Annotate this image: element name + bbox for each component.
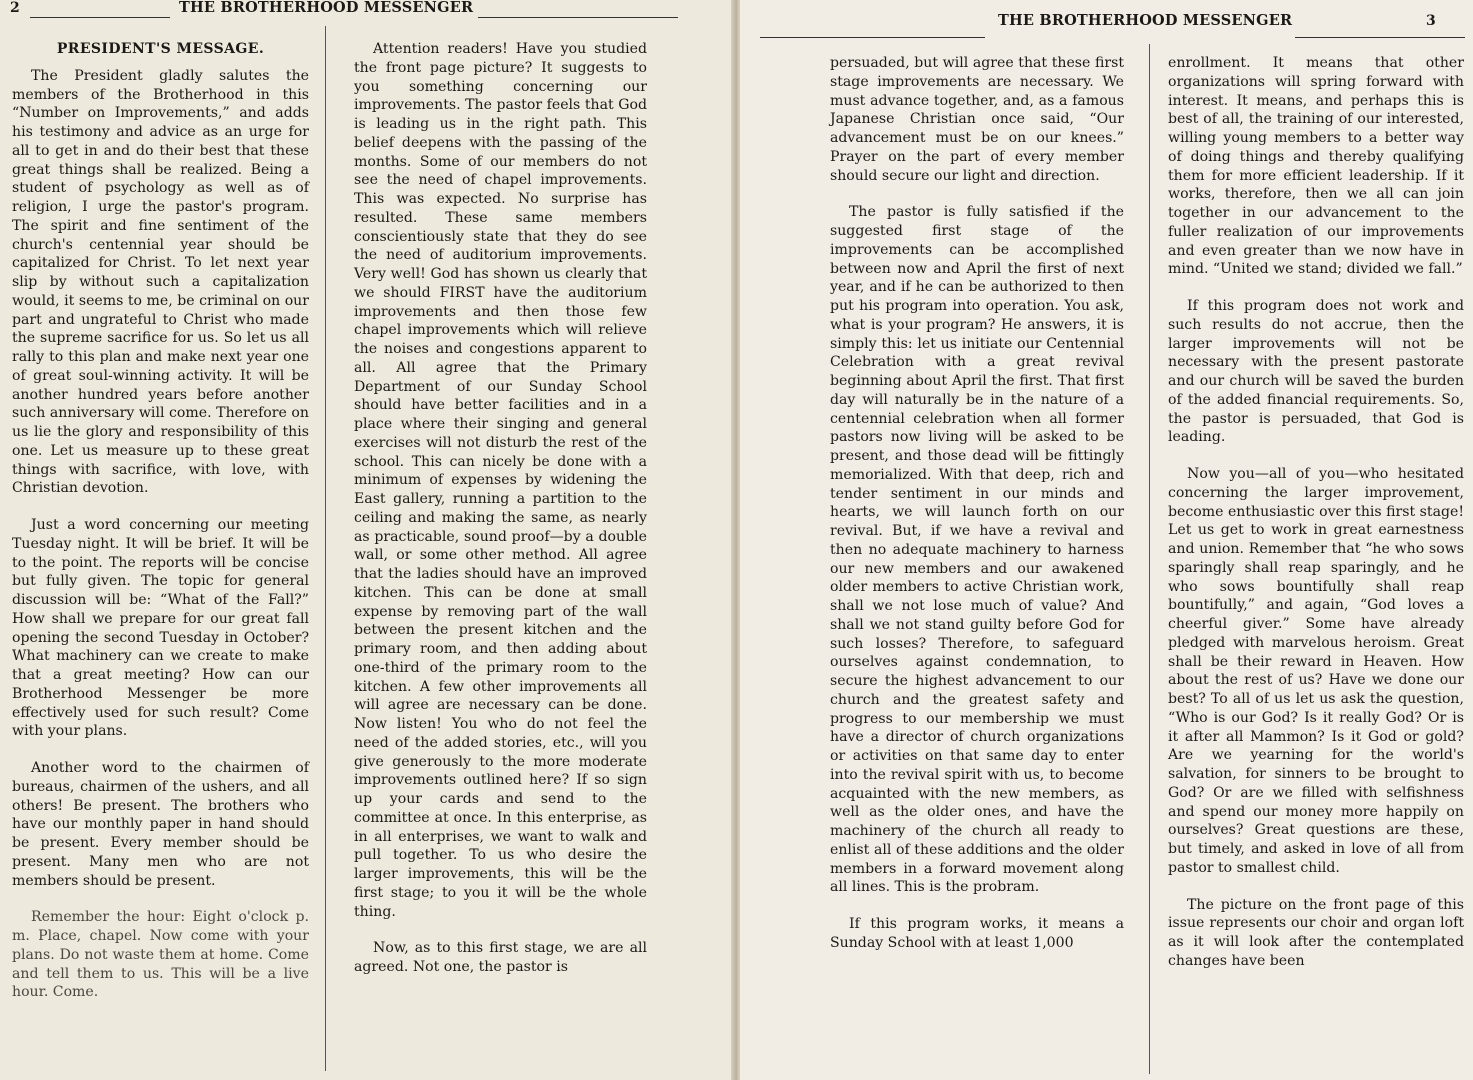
right-page	[740, 0, 1473, 1080]
running-header: THE BROTHERHOOD MESSENGER	[998, 12, 1293, 29]
page-number: 2	[10, 0, 20, 16]
column-right-1	[830, 54, 1124, 971]
left-page	[0, 0, 735, 1080]
paragraph: The President gladly salutes the members of the Brotherhood in this “Number on Improvements,” and adds his testimony and advice as an urge for all to get in and do their best that these great things shall be realized. Being a student of psychology as well as of religion, I urge the pastor's program. The spirit and fine sentiment of the church's centennial year should be capitalized for Christ. To let next year slip by without such a capitalization would, it seems to me, be criminal on our part and ungrateful to Christ who made the supreme sacrifice for us. So let us all rally to this plan and make next year one of great soul-winning activity. It will be another hundred years before another such anniversary will come. Therefore on us lie the glory and responsibility of this one. Let us measure up to these great things with sacrifice, with love, with Christian devotion.	[12, 67, 309, 497]
header-rule-left	[760, 37, 985, 38]
section-heading: PRESIDENT'S MESSAGE.	[56, 41, 265, 57]
paragraph: enrollment. It means that other organizations will spring forward with interest. It means, and perhaps this is best of all, the training of our interested, willing young members to a better way of doing things and thereby qualifying them for more efficient leadership. If it works, therefore, then we all can join together in our advancement to the fuller realization of our improvements and even greater than we now have in mind. “United we stand; divided we fall.”	[1168, 55, 1464, 278]
header-rule-right	[1295, 37, 1465, 38]
paragraph: The pastor is fully satisfied if the suggested first stage of the improvements can be accomplished between now and April the first of next year, and if he can be authorized to then put his program into operation. You ask, what is your program? He answers, it is simply this: let us initiate our Centennial Celebration with a great revival beginning about April the first. That first day will naturally be in the nature of a centennial celebration when all former pastors now living will be asked to be present, and those dead will be fittingly memorialized. With that deep, rich and tender sentiment in our minds and hearts, we will launch forth on our revival. But, if we have a revival and then no adequate machinery to harness our new members and our awakened older members to active Christian work, shall we not lose much of value? And shall we not stand guilty before God for such losses? Therefore, to safeguard ourselves against condemnation, to secure the highest advancement to our church and the greatest safety and progress to our membership we must have a director of church organizations or activities on that same day to enter into the revival spirit with us, to become acquainted with the new members, as well as the older ones, and have the machinery of the church all ready to enlist all of these additions and the older members in a forward movement along all lines. This is the probram.	[830, 204, 1124, 896]
paragraph: If this program does not work and such results do not accrue, then the larger improvements will not be necessary with the present pastorate and our church will be saved the burden of the added financial requirements. So, the pastor is persuaded, that God is leading.	[1168, 298, 1464, 446]
running-header: THE BROTHERHOOD MESSENGER	[179, 0, 474, 16]
paragraph: If this program works, it means a Sunday School with at least 1,000	[830, 916, 1124, 951]
paragraph: persuaded, but will agree that these first stage improvements are necessary. We must advance together, and, as a famous Japanese Christian once said, “Our advancement must be on our knees.” Prayer on the part of every member should secure our light and direction.	[830, 55, 1124, 184]
page-number: 3	[1426, 13, 1436, 29]
column-attention-readers	[354, 40, 647, 995]
paragraph: Remember the hour: Eight o'clock p. m. Place, chapel. Now come with your plans. Do not waste them at home. Come and tell them to us. This will be a live hour. Come.	[12, 909, 309, 1001]
paragraph: Now, as to this first stage, we are all agreed. Not one, the pastor is	[354, 940, 647, 975]
header-rule-left	[30, 17, 170, 18]
column-divider	[1149, 44, 1150, 1074]
paragraph: Attention readers! Have you studied the front page picture? It suggests to you something concerning our improvements. The pastor feels that God is leading us in the right path. This belief deepens with the passing of the months. Some of our members do not see the need of chapel improvements. This was expected. No surprise has resulted. These same members conscientiously state that they do see the need of auditorium improvements. Very well! God has shown us clearly that we should FIRST have the auditorium improvements and then those few chapel improvements which will relieve the noises and congestions apparent to all. All agree that the Primary Department of our Sunday School should have better facilities and in a place where their singing and general exercises will not disturb the rest of the school. This can nicely be done with a minimum of expenses by widening the East gallery, running a partition to the ceiling and making the same, as nearly as practicable, sound proof—by a double wall, or some other method. All agree that the ladies should have an improved kitchen. This can be done at small expense by removing part of the wall between the present kitchen and the primary room, and then adding about one-third of the primary room to the kitchen. A few other improvements all will agree are necessary can be done. Now listen! You who do not feel the need of the added stories, etc., will you give generously to the more moderate improvements outlined here? If so sign up your cards and send to the committee at once. In this enterprise, as in all enterprises, we want to walk and pull together. To us who desire the larger improvements, this will be the first stage; to you it will be the whole thing.	[354, 41, 647, 920]
paragraph: Just a word concerning our meeting Tuesday night. It will be brief. It will be to the point. The reports will be concise but fully given. The topic for general discussion will be: “What of the Fall?” How shall we prepare for our great fall opening the second Tuesday in October? What machinery can we create to make that a great meeting? How can our Brotherhood Messenger be more effectively used for such result? Come with your plans.	[12, 517, 309, 740]
column-president-message	[12, 40, 309, 1020]
paragraph: The picture on the front page of this issue represents our choir and organ loft as it will look after the contemplated changes have been	[1168, 896, 1464, 969]
paragraph: Now you—all of you—who hesitated concerning the larger improvement, become enthusiastic over this first stage! Let us get to work in great earnestness and union. Remember that “he who sows sparingly shall reap sparingly, and he who sows bountifully shall reap bountifully,” and again, “God loves a cheerful giver.” Some have already pledged with marvelous heroism. Great shall be their reward in Heaven. How about the rest of us? Have we done our best? To all of us let us ask the question, “Who is our God? Is it really God? Or is it after all Mammon? Is it God or gold? Are we yearning for the world's salvation, for sinners to be brought to God? Or are we filled with selfishness and spend our money more happily on ourselves? Great questions are these, but timely, and asked in love of all from pastor to smallest child.	[1168, 466, 1464, 876]
column-divider	[325, 26, 326, 1071]
column-right-2	[1168, 54, 1464, 989]
header-rule-right	[478, 17, 678, 18]
paragraph: Another word to the chairmen of bureaus, chairmen of the ushers, and all others! Be present. The brothers who have our monthly paper in hand should be present. Every member should be present. Many men who are not members should be present.	[12, 760, 309, 889]
